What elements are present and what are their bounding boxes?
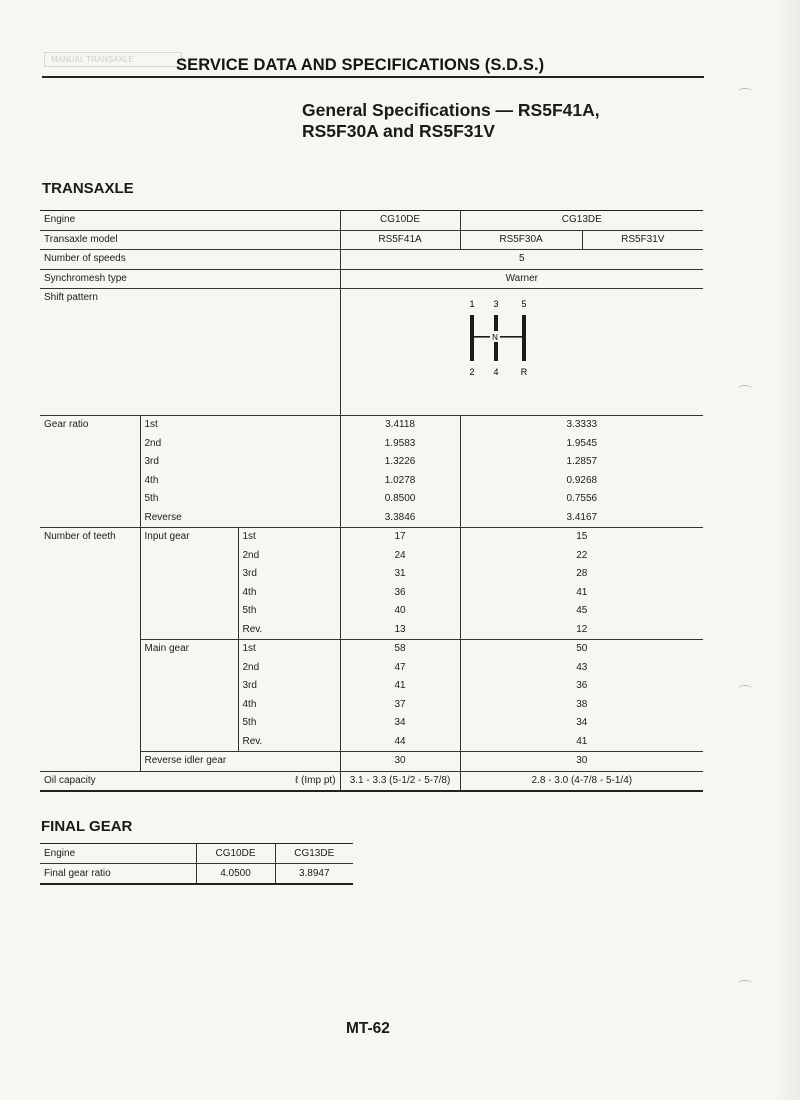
- gear-ratio-cg10de: 1.3226: [340, 453, 460, 472]
- input-gear-row: [40, 528, 703, 547]
- main-gear-cg10de: 58: [340, 640, 460, 659]
- input-gear-gear: 1st: [238, 528, 340, 547]
- input-gear-gear: 2nd: [238, 547, 340, 566]
- ghost-section-tab: MANUAL TRANSAXLE: [44, 52, 182, 67]
- gear-ratio-cg13de: 0.7556: [460, 490, 703, 509]
- gear-ratio-row: [40, 490, 703, 509]
- shift-label-3: 3: [493, 299, 499, 309]
- margin-mark: [738, 685, 752, 692]
- main-gear-gear: 2nd: [238, 659, 340, 678]
- gear-ratio-gear: 5th: [140, 490, 340, 509]
- gear-ratio-cg13de: 1.9545: [460, 435, 703, 454]
- shift-label-5: 5: [521, 299, 527, 309]
- input-gear-cg10de: 17: [340, 528, 460, 547]
- gear-ratio-cg10de: 1.9583: [340, 435, 460, 454]
- shift-label-4: 4: [493, 367, 499, 377]
- final-gear-table: [40, 843, 353, 885]
- main-gear-cg10de: 41: [340, 677, 460, 696]
- page-number: MT-62: [346, 1020, 390, 1037]
- reverse-idler-row: [40, 752, 703, 772]
- input-gear-cg10de: 31: [340, 565, 460, 584]
- oil-capacity-row: [40, 771, 703, 791]
- gear-ratio-row: [40, 435, 703, 454]
- main-gear-cg10de: 44: [340, 733, 460, 752]
- main-gear-cg13de: 50: [460, 640, 703, 659]
- oil-capacity-cg10de: 3.1 - 3.3 (5-1/2 - 5-7/8): [340, 771, 460, 791]
- final-engine-row: [40, 844, 353, 864]
- gear-ratio-cg13de: 0.9268: [460, 472, 703, 491]
- gear-ratio-row: [40, 453, 703, 472]
- gear-ratio-cg13de: 1.2857: [460, 453, 703, 472]
- input-gear-cg13de: 28: [460, 565, 703, 584]
- engine-row: [40, 211, 703, 231]
- input-gear-cg10de: 40: [340, 602, 460, 621]
- teeth-label: Number of teeth: [40, 528, 140, 772]
- margin-mark: [738, 88, 752, 95]
- margin-mark: [738, 980, 752, 987]
- speeds-row: [40, 250, 703, 270]
- main-gear-gear: 1st: [238, 640, 340, 659]
- final-engine-label: Engine: [40, 844, 196, 864]
- main-gear-cg10de: 47: [340, 659, 460, 678]
- input-gear-cg13de: 15: [460, 528, 703, 547]
- gear-ratio-gear: 1st: [140, 416, 340, 435]
- gear-ratio-gear: 4th: [140, 472, 340, 491]
- engine-cg10de: CG10DE: [340, 211, 460, 231]
- engine-label: Engine: [40, 211, 340, 231]
- main-gear-cg13de: 38: [460, 696, 703, 715]
- shift-pattern-diagram: [460, 295, 560, 379]
- gear-ratio-row: [40, 509, 703, 528]
- synchro-label: Synchromesh type: [40, 269, 340, 289]
- main-gear-cg10de: 34: [340, 714, 460, 733]
- engine-cg13de: CG13DE: [460, 211, 703, 231]
- input-gear-cg10de: 13: [340, 621, 460, 640]
- shift-pattern-row: [40, 289, 703, 416]
- final-ratio-cg13de: 3.8947: [275, 864, 353, 885]
- gear-ratio-label: Gear ratio: [40, 416, 140, 528]
- input-gear-gear: 3rd: [238, 565, 340, 584]
- speeds-label: Number of speeds: [40, 250, 340, 270]
- oil-capacity-unit: ℓ (Imp pt): [140, 771, 340, 791]
- spec-title: [302, 100, 600, 142]
- main-gear-gear: 4th: [238, 696, 340, 715]
- final-engine-cg10de: CG10DE: [196, 844, 275, 864]
- main-gear-cg13de: 43: [460, 659, 703, 678]
- input-gear-cg10de: 36: [340, 584, 460, 603]
- gear-ratio-row: [40, 472, 703, 491]
- oil-capacity-cg13de: 2.8 - 3.0 (4-7/8 - 5-1/4): [460, 771, 703, 791]
- model-label: Transaxle model: [40, 230, 340, 250]
- input-gear-cg10de: 24: [340, 547, 460, 566]
- shift-pattern-label: Shift pattern: [40, 289, 340, 416]
- shift-label-neutral: N: [491, 333, 498, 342]
- gear-ratio-gear: 2nd: [140, 435, 340, 454]
- shift-label-r: R: [520, 367, 527, 377]
- oil-capacity-label: Oil capacity: [40, 771, 140, 791]
- gear-ratio-cg13de: 3.3333: [460, 416, 703, 435]
- synchro-value: Warner: [340, 269, 703, 289]
- final-ratio-label: Final gear ratio: [40, 864, 196, 885]
- main-gear-gear: 3rd: [238, 677, 340, 696]
- synchro-row: [40, 269, 703, 289]
- speeds-value: 5: [340, 250, 703, 270]
- final-engine-cg13de: CG13DE: [275, 844, 353, 864]
- input-gear-gear: Rev.: [238, 621, 340, 640]
- main-gear-row: [40, 640, 703, 659]
- input-gear-cg13de: 22: [460, 547, 703, 566]
- shift-label-2: 2: [469, 367, 475, 377]
- input-gear-cg13de: 41: [460, 584, 703, 603]
- gear-ratio-cg10de: 1.0278: [340, 472, 460, 491]
- model-row: [40, 230, 703, 250]
- main-gear-cg10de: 37: [340, 696, 460, 715]
- header-rule: [42, 76, 704, 78]
- transaxle-section-title: TRANSAXLE: [42, 180, 134, 197]
- main-gear-cg13de: 36: [460, 677, 703, 696]
- final-ratio-cg10de: 4.0500: [196, 864, 275, 885]
- model-rs5f30a: RS5F30A: [460, 230, 582, 250]
- shift-label-1: 1: [469, 299, 475, 309]
- reverse-idler-label: Reverse idler gear: [140, 752, 340, 772]
- model-rs5f31v: RS5F31V: [582, 230, 703, 250]
- margin-mark: [738, 385, 752, 392]
- shift-gate-left: [470, 315, 474, 361]
- main-gear-gear: 5th: [238, 714, 340, 733]
- reverse-idler-cg10de: 30: [340, 752, 460, 772]
- main-gear-gear: Rev.: [238, 733, 340, 752]
- spec-title-line-1: General Specifications — RS5F41A,: [302, 100, 600, 120]
- main-gear-cg13de: 41: [460, 733, 703, 752]
- input-gear-label: Input gear: [140, 528, 238, 640]
- shift-pattern-cell: [340, 289, 703, 416]
- shift-gate-right: [522, 315, 526, 361]
- model-rs5f41a: RS5F41A: [340, 230, 460, 250]
- page-header-title: SERVICE DATA AND SPECIFICATIONS (S.D.S.): [176, 56, 545, 74]
- page-edge: [774, 0, 800, 1100]
- gear-ratio-cg13de: 3.4167: [460, 509, 703, 528]
- gear-ratio-row: [40, 416, 703, 435]
- main-gear-cg13de: 34: [460, 714, 703, 733]
- gear-ratio-gear: Reverse: [140, 509, 340, 528]
- reverse-idler-cg13de: 30: [460, 752, 703, 772]
- main-gear-label: Main gear: [140, 640, 238, 752]
- input-gear-cg13de: 45: [460, 602, 703, 621]
- input-gear-gear: 5th: [238, 602, 340, 621]
- transaxle-spec-table: [40, 210, 703, 792]
- gear-ratio-cg10de: 0.8500: [340, 490, 460, 509]
- gear-ratio-cg10de: 3.4118: [340, 416, 460, 435]
- gear-ratio-gear: 3rd: [140, 453, 340, 472]
- input-gear-cg13de: 12: [460, 621, 703, 640]
- gear-ratio-cg10de: 3.3846: [340, 509, 460, 528]
- spec-title-line-2: RS5F30A and RS5F31V: [302, 121, 495, 141]
- final-gear-section-title: FINAL GEAR: [41, 818, 133, 835]
- final-ratio-row: [40, 864, 353, 885]
- input-gear-gear: 4th: [238, 584, 340, 603]
